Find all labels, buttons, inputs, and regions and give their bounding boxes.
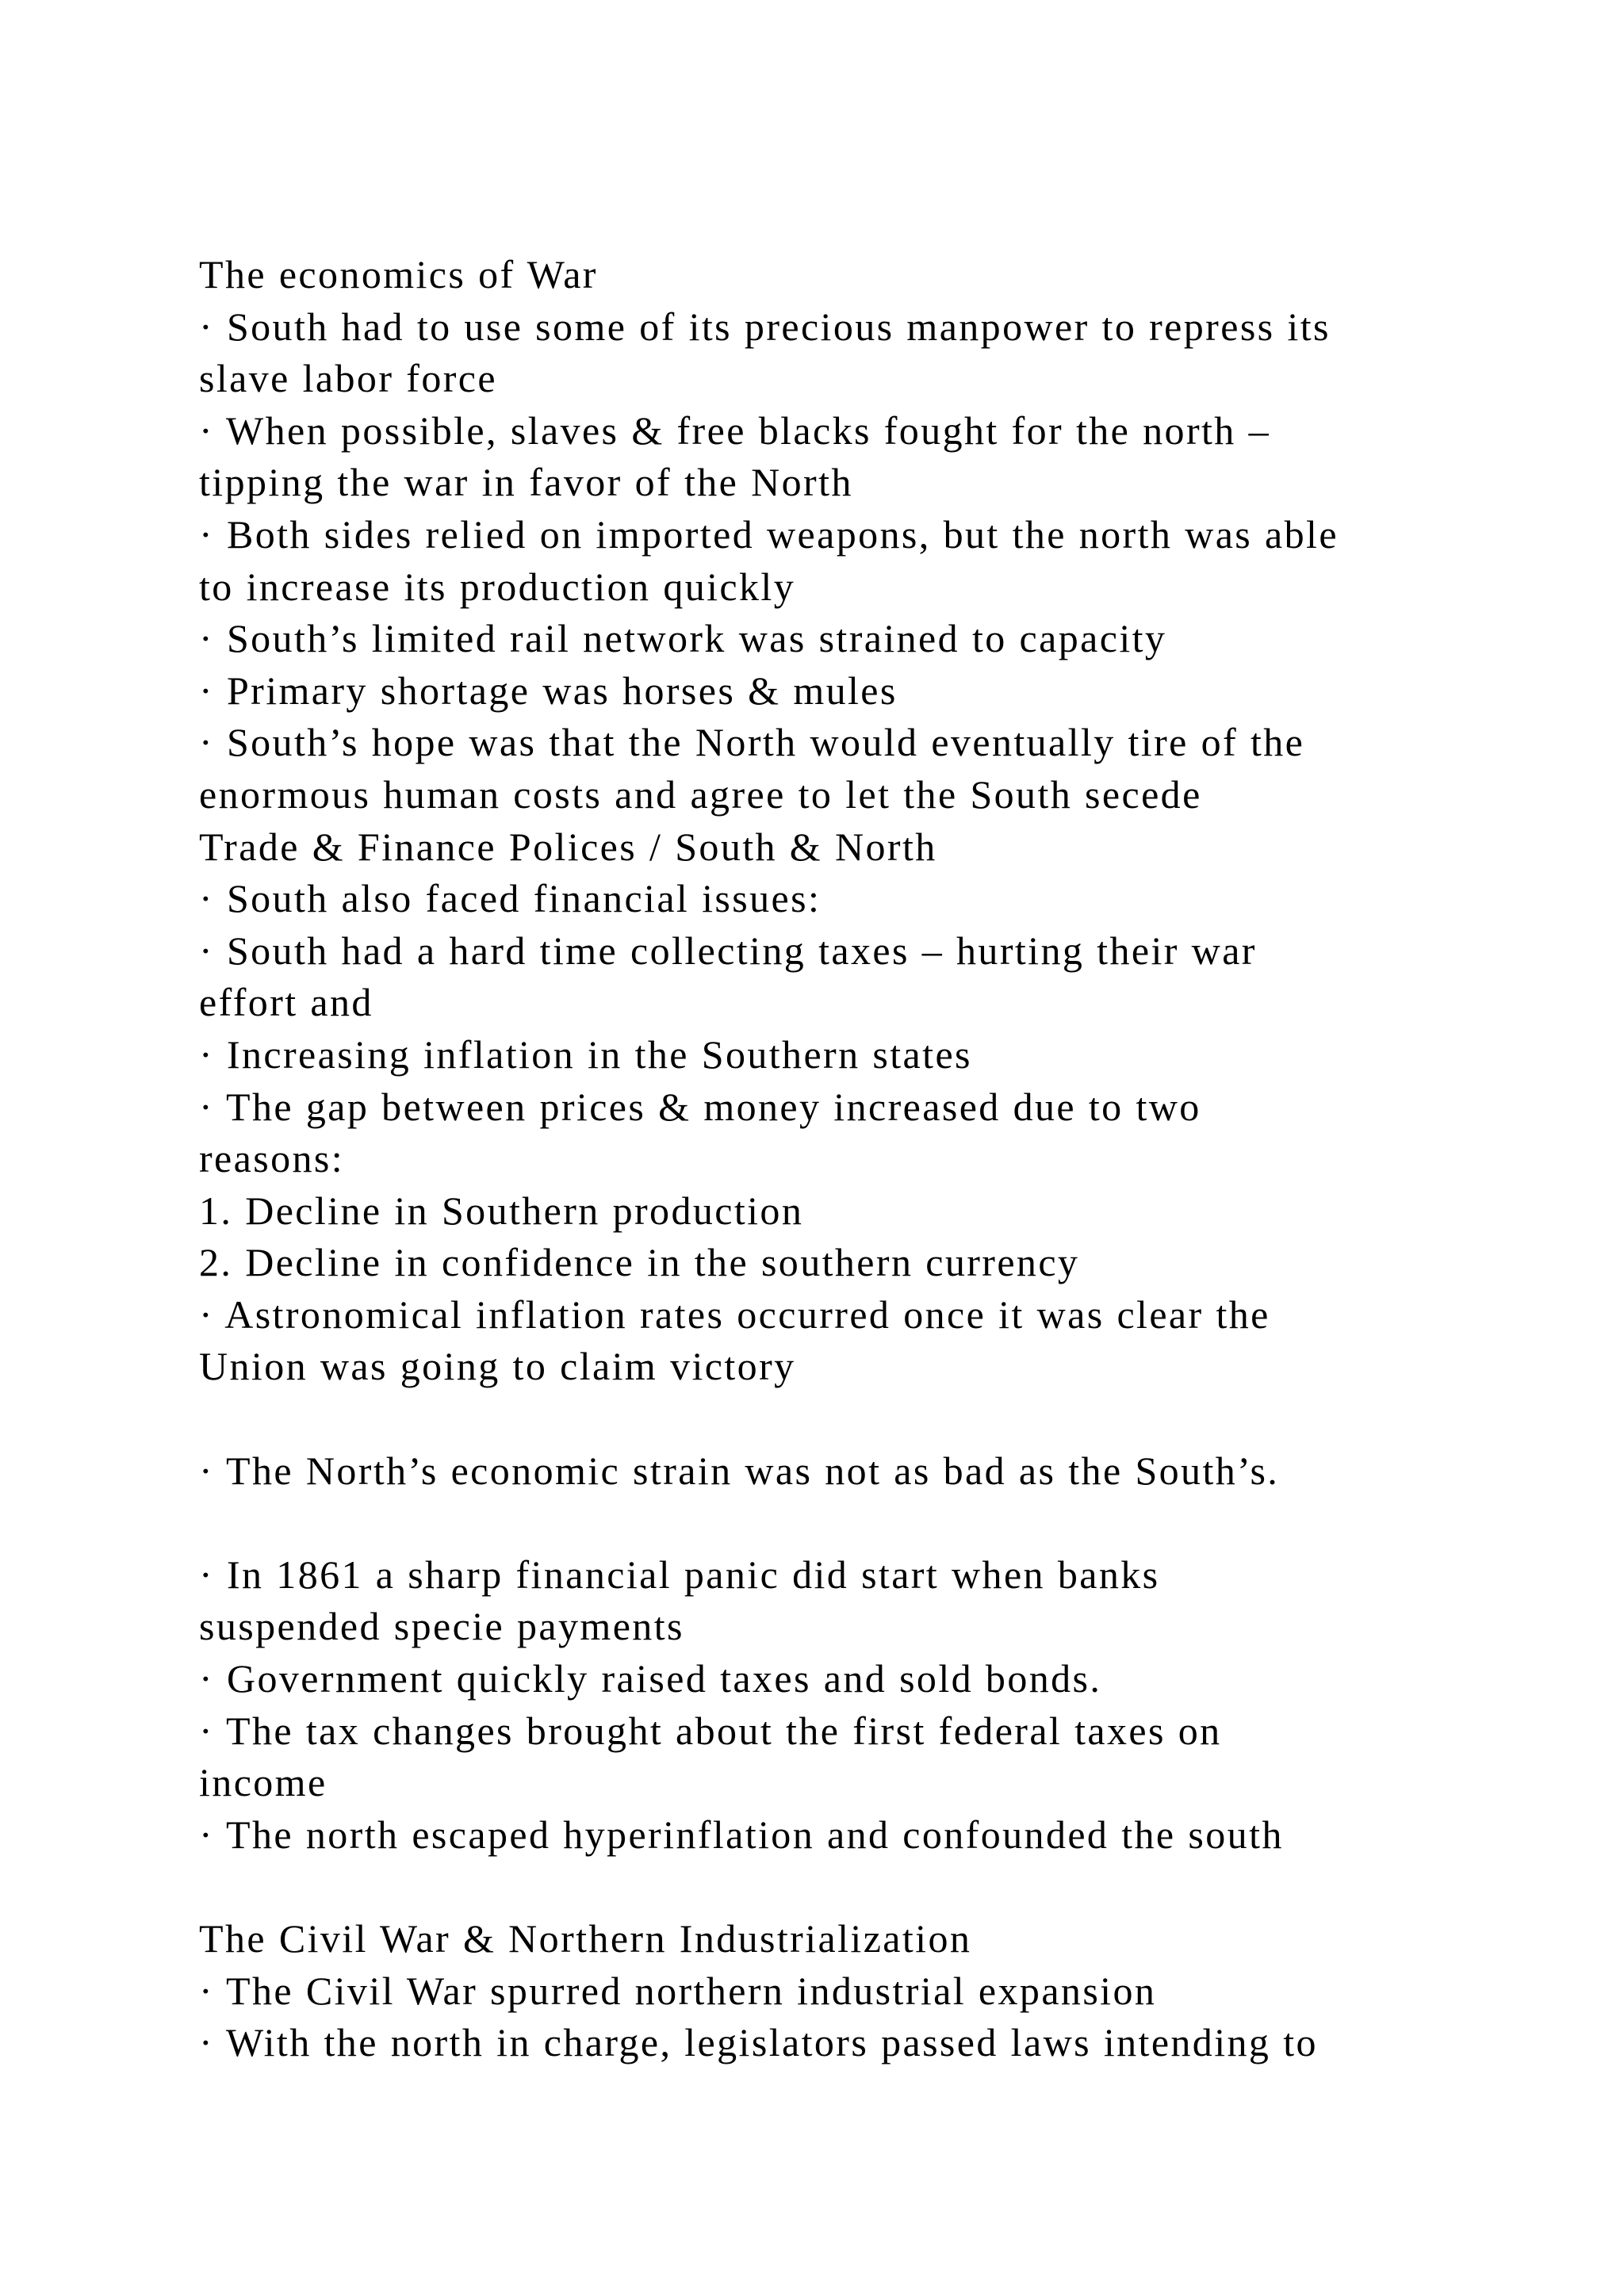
text-line: · Both sides relied on imported weapons, but the north was able (199, 511, 1339, 557)
text-line: 1. Decline in Southern production (199, 1188, 804, 1233)
text-line: to increase its production quickly (199, 564, 796, 609)
text-line: · South’s hope was that the North would eventually tire of the (199, 720, 1305, 765)
text-line: · The north escaped hyperinflation and confounded the south (199, 1812, 1284, 1857)
text-line: 2. Decline in confidence in the southern currency (199, 1240, 1080, 1285)
text-line: · Primary shortage was horses & mules (199, 668, 898, 713)
text-line: The economics of War (199, 252, 598, 297)
text-line: tipping the war in favor of the North (199, 460, 853, 505)
text-line: · South had to use some of its precious manpower to repress its (199, 304, 1331, 349)
text-line: · Government quickly raised taxes and sold bonds. (199, 1656, 1102, 1701)
document-text (199, 249, 1484, 2069)
text-line: · The North’s economic strain was not as bad as the South’s. (199, 1448, 1280, 1493)
text-line: · The tax changes brought about the first federal taxes on (199, 1708, 1222, 1753)
text-line: The Civil War & Northern Industrialization (199, 1916, 972, 1961)
text-line: · With the north in charge, legislators passed laws intending to (199, 2020, 1318, 2065)
text-line: · The Civil War spurred northern industrial expansion (199, 1968, 1157, 2013)
text-line: · When possible, slaves & free blacks fought for the north – (199, 408, 1270, 453)
text-line: Trade & Finance Polices / South & North (199, 824, 937, 869)
text-line: Union was going to claim victory (199, 1344, 796, 1389)
text-line: · South also faced financial issues: (199, 876, 822, 921)
blank-line (199, 1861, 1484, 1913)
text-line: enormous human costs and agree to let the South secede (199, 771, 1202, 817)
text-line: · Increasing inflation in the Southern states (199, 1031, 972, 1077)
text-line: · In 1861 a sharp financial panic did start when banks (199, 1552, 1160, 1597)
text-line: reasons: (199, 1136, 345, 1181)
text-line: · Astronomical inflation rates occurred once it was clear the (199, 1292, 1270, 1337)
text-line: · South had a hard time collecting taxes – hurting their war (199, 928, 1257, 973)
blank-line (199, 1393, 1484, 1445)
blank-line (199, 1497, 1484, 1549)
text-line: suspended specie payments (199, 1604, 684, 1649)
text-line: · The gap between prices & money increased due to two (199, 1084, 1201, 1129)
text-line: · South’s limited rail network was strained to capacity (199, 616, 1167, 661)
text-line: slave labor force (199, 356, 497, 401)
text-line: income (199, 1760, 327, 1805)
text-line: effort and (199, 980, 373, 1025)
